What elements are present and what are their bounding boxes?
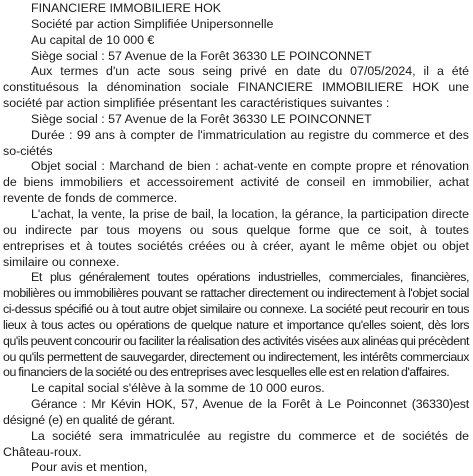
closing-line: Pour avis et mention, xyxy=(31,460,148,475)
company-siege: Siège social : 57 Avenue de la Forêt 36330 LE POINCONNET xyxy=(31,48,372,63)
objet-paragraph: Objet social : Marchand de bien : achat-vente en compte propre et rénovation de biens immobiliers et accessoirement activité de conseil en immobilier, achat revente de fonds de commerce. xyxy=(3,159,469,206)
immatriculation-paragraph: La société sera immatriculée au registre du commerce et de sociétés de Château-roux. xyxy=(3,428,469,459)
duree-paragraph: Durée : 99 ans à compter de l'immatriculation au registre du commerce et des so-ciétés xyxy=(3,127,469,158)
capital-paragraph: Le capital social s'élève à la somme de 10 000 euros. xyxy=(31,381,325,396)
legal-notice xyxy=(3,1,469,476)
notice-header xyxy=(3,1,469,64)
intro-paragraph: Aux termes d'un acte sous seing privé en date du 07/05/2024, il a été constituésous la dénomination sociale FINANCIERE IMMOBILIERE HOK une société par action simplifiée présentant les caractéristiques suivantes : xyxy=(3,64,469,111)
gerance-paragraph: Gérance : Mr Kévin HOK, 57, Avenue de la Forêt à Le Poinconnet (36330)est désigné (e) en qualité de gérant. xyxy=(3,397,469,427)
siege-paragraph: Siège social : 57 Avenue de la Forêt 36330 LE POINCONNET xyxy=(31,111,372,126)
company-capital: Au capital de 10 000 € xyxy=(31,32,155,47)
company-form: Société par action Simplifiée Unipersonnelle xyxy=(31,16,274,31)
achat-paragraph: L'achat, la vente, la prise de bail, la location, la gérance, la participation directe ou indirecte par tous moyens ou sous quelque forme que ce soit, à toutes entreprises et à toutes sociétés créées ou à créer, ayant le même objet ou objet similaire ou connexe. xyxy=(3,206,469,269)
general-paragraph: Et plus généralement toutes opérations industrielles, commerciales, financières, mobilières ou immobilières pouvant se rattacher directement ou indirectement à l'objet social ci-dessus spécifié ou à tout autre objet similaire ou connexe. La société peut recourir en tous lieux à tous actes ou opérations de quelque nature et importance qu'elles soient, dès lors qu'ils peuvent concourir ou faciliter la réalisation des activités visées aux alinéas qui précèdent ou qu'ils permettent de sauvegarder, directement ou indirectement, les intérêts commerciaux ou financiers de la société ou des entreprises avec lesquelles elle est en relation d'affaires. xyxy=(3,270,469,380)
company-name: FINANCIERE IMMOBILIERE HOK xyxy=(31,1,222,15)
